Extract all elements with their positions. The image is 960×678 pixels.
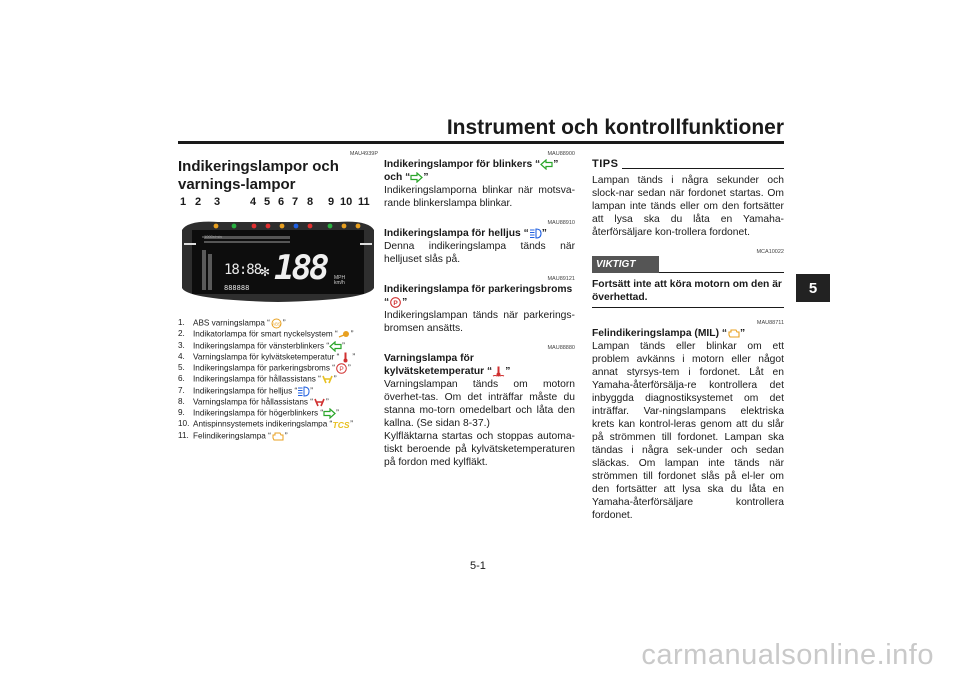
page-header-title: Instrument och kontrollfunktioner [446,116,784,139]
panel-number: 2 [195,196,202,208]
indicator-legend [178,318,383,442]
section-code: MAU89121 [547,276,575,282]
legend-tail: ” [347,363,351,373]
high-beam-title [384,227,575,240]
svg-text:P: P [339,366,344,374]
title-text: ” [740,328,746,339]
tcs-icon [332,419,350,430]
legend-label: Felindikeringslampa “ [193,431,271,441]
legend-number: 9. [178,408,185,418]
turn-signal-title [384,158,575,184]
legend-item [178,318,383,329]
legend-label: Varningslampa för kylvätsketemperatur “ [193,352,340,362]
section-code: MAU88880 [547,345,575,351]
left-arrow-icon [540,159,553,170]
legend-label: ABS varningslampa “ [193,318,270,328]
legend-tail: ” [350,329,354,339]
legend-item [178,363,383,374]
hold-assist-icon [321,374,334,385]
legend-number: 6. [178,374,185,384]
legend-tail: ” [336,408,339,418]
section-body: Indikeringslamporna blinkar när motsva-rande blinkerslampa blinkar. [384,185,575,209]
legend-item [178,408,383,419]
instrument-panel-figure [178,196,378,308]
legend-text [193,374,337,385]
tips-rule [622,168,784,169]
legend-text [193,431,288,442]
legend-tail: ” [284,431,288,441]
section-code: MAU88910 [547,220,575,226]
parking-brake-title [384,283,575,309]
legend-item [178,397,383,408]
coolant-temp-icon [492,366,505,377]
legend-label: Indikeringslampa för helljus “ [193,386,298,396]
clock-readout: 18:88 [224,262,262,278]
coolant-title [384,352,575,378]
column-2 [384,151,575,469]
section-code: MAU88900 [547,151,575,157]
tips-heading [592,158,784,171]
legend-text [193,318,286,329]
snowflake-icon: ✻ [260,265,271,279]
panel-number: 6 [278,196,285,208]
legend-number: 8. [178,396,185,406]
high-beam-icon [529,228,542,239]
title-text: ” [402,297,408,308]
tips-body: Lampan tänds i några sekunder och slock-nar sedan när fordonet startas. Om lampan inte tänds eller om den fortsätter att lysa ska du låta en Yamaha-återförsäljare kon-trollera fordonet. [592,175,784,238]
legend-item [178,374,383,385]
title-text: ” [505,366,511,377]
svg-text:P: P [393,299,398,307]
panel-number: 3 [214,196,221,208]
legend-label: Indikatorlampa för smart nyckelsystem “ [193,329,338,339]
legend-number: 1. [178,318,185,327]
tips-label: TIPS [592,158,619,170]
section-code: MAU88711 [756,320,784,326]
mil-body: Lampan tänds eller blinkar om ett problem avkänns i motorn eller något annat styrsys-tem i fordonet. Låt en Yamaha-återförsälja-re kontrollera det inbyggda diagnostiksystemet om det inträffar. Var-ningslampans elektriska krets kan kontrol-leras genom att du slår på strömmen till fordonet. Lampan ska tändas i några sek-under och sedan släckas. Om lampan inte tänds när strömmen till fordonet slås på el-ler om den fortsätter att lysa ska du låta en Yamaha-återförsäljare kontrollera fordonet. [592,341,784,521]
svg-text:TCS: TCS [332,420,350,431]
legend-label: Antispinnsystemets indikeringslampa “ [193,420,333,430]
legend-number: 10. [178,419,190,429]
legend-label: Varningslampa för hållassistans “ [193,397,313,407]
high-beam-icon [297,386,310,397]
important-label: VIKTIGT [592,256,659,273]
section-title: Indikeringslampor och varnings-lampor [178,158,339,193]
title-text: ” och “ [384,159,559,183]
legend-number: 2. [178,329,185,339]
panel-number: 9 [328,196,335,208]
important-body: Fortsätt inte att köra motorn om den är överhettad. [592,279,782,303]
legend-item [178,329,383,340]
legend-item [178,352,383,363]
legend-tail: ” [282,318,286,328]
legend-text [193,408,339,419]
title-text: Felindikeringslampa (MIL) “ [592,328,728,339]
title-text: Varningslampa för kylvätsketemperatur “ [384,353,493,377]
panel-number: 10 [340,196,353,208]
legend-number: 7. [178,385,185,395]
mil-title [592,327,784,340]
legend-text [193,329,353,340]
left-arrow-icon [329,341,342,352]
abs-icon [270,318,283,329]
legend-text [193,397,329,408]
legend-item [178,419,383,430]
section-body: Indikeringslampan tänds när parkerings-bromsen ansätts. [384,310,575,334]
title-text: Indikeringslampa för parkeringsbroms “ [384,284,573,308]
svg-text:ABS: ABS [272,321,281,327]
parking-brake-icon [335,363,348,374]
watermark: carmanualsonline.info [641,639,934,671]
legend-text [193,386,313,397]
header-rule [178,141,784,144]
legend-tail: ” [333,375,337,384]
legend-number: 5. [178,363,185,373]
speed-unit: MPH km/h [334,275,346,286]
legend-label: Indikeringslampa för parkeringsbroms “ [193,363,335,373]
legend-item [178,431,383,442]
title-text: ” [423,172,429,183]
important-rule [659,272,784,273]
panel-number-row [178,196,378,210]
legend-tail: ” [310,386,313,396]
speed-readout: 188 [274,248,327,288]
legend-label: Indikeringslampa för högerblinkers “ [193,408,324,418]
section-code: MCA10022 [756,249,784,255]
important-heading [592,256,784,273]
panel-number: 5 [264,196,271,208]
smart-key-icon [338,329,351,340]
panel-number: 4 [250,196,257,208]
legend-text [193,363,351,374]
hold-assist-warning-icon [313,397,326,408]
legend-tail: ” [350,420,353,430]
title-text: Indikeringslampa för helljus “ [384,228,529,239]
column-1 [178,151,378,194]
parking-brake-icon [389,297,402,308]
panel-number: 7 [292,196,299,208]
legend-number: 4. [178,351,185,361]
panel-number: 1 [180,196,187,208]
legend-number: 11. [178,430,189,440]
panel-number: 8 [307,196,314,208]
legend-item [178,341,383,352]
legend-tail: ” [352,352,356,362]
legend-text [193,419,353,430]
legend-tail: ” [342,341,345,351]
legend-tail: ” [326,397,329,407]
legend-label: Indikeringslampa för vänsterblinkers “ [193,341,330,351]
title-text: ” [541,228,547,239]
legend-text [193,352,355,363]
coolant-temp-icon [339,352,352,363]
section-code: MAU4939P [349,151,378,157]
legend-label: Indikeringslampa för hållassistans “ [193,375,321,384]
column-3 [592,158,784,522]
section-body: Varningslampan tänds om motorn överhet-tas. Om det inträffar måste du stanna mo-torn omedelbart och låta den kallna. (Se sidan 8-37.) [384,379,575,429]
legend-item [178,386,383,397]
panel-number: 11 [358,196,370,208]
chapter-tab: 5 [796,274,830,302]
title-text: Indikeringslampor för blinkers “ [384,159,541,170]
legend-number: 3. [178,340,185,350]
page-number: 5-1 [470,560,486,572]
section-body: Kylfläktarna startas och stoppas automa-tiskt beroende på kylvätsketemperaturen på fordon med kylfläkt. [384,431,575,468]
odometer-readout: 888888 [224,284,250,292]
legend-text [193,341,345,352]
rpm-label: x1000r/min [202,234,222,239]
right-arrow-icon [410,172,423,183]
engine-icon [271,431,285,442]
engine-icon [727,328,740,339]
section-body: Denna indikeringslampa tänds när helljuset slås på. [384,241,575,265]
right-arrow-icon [323,408,336,419]
